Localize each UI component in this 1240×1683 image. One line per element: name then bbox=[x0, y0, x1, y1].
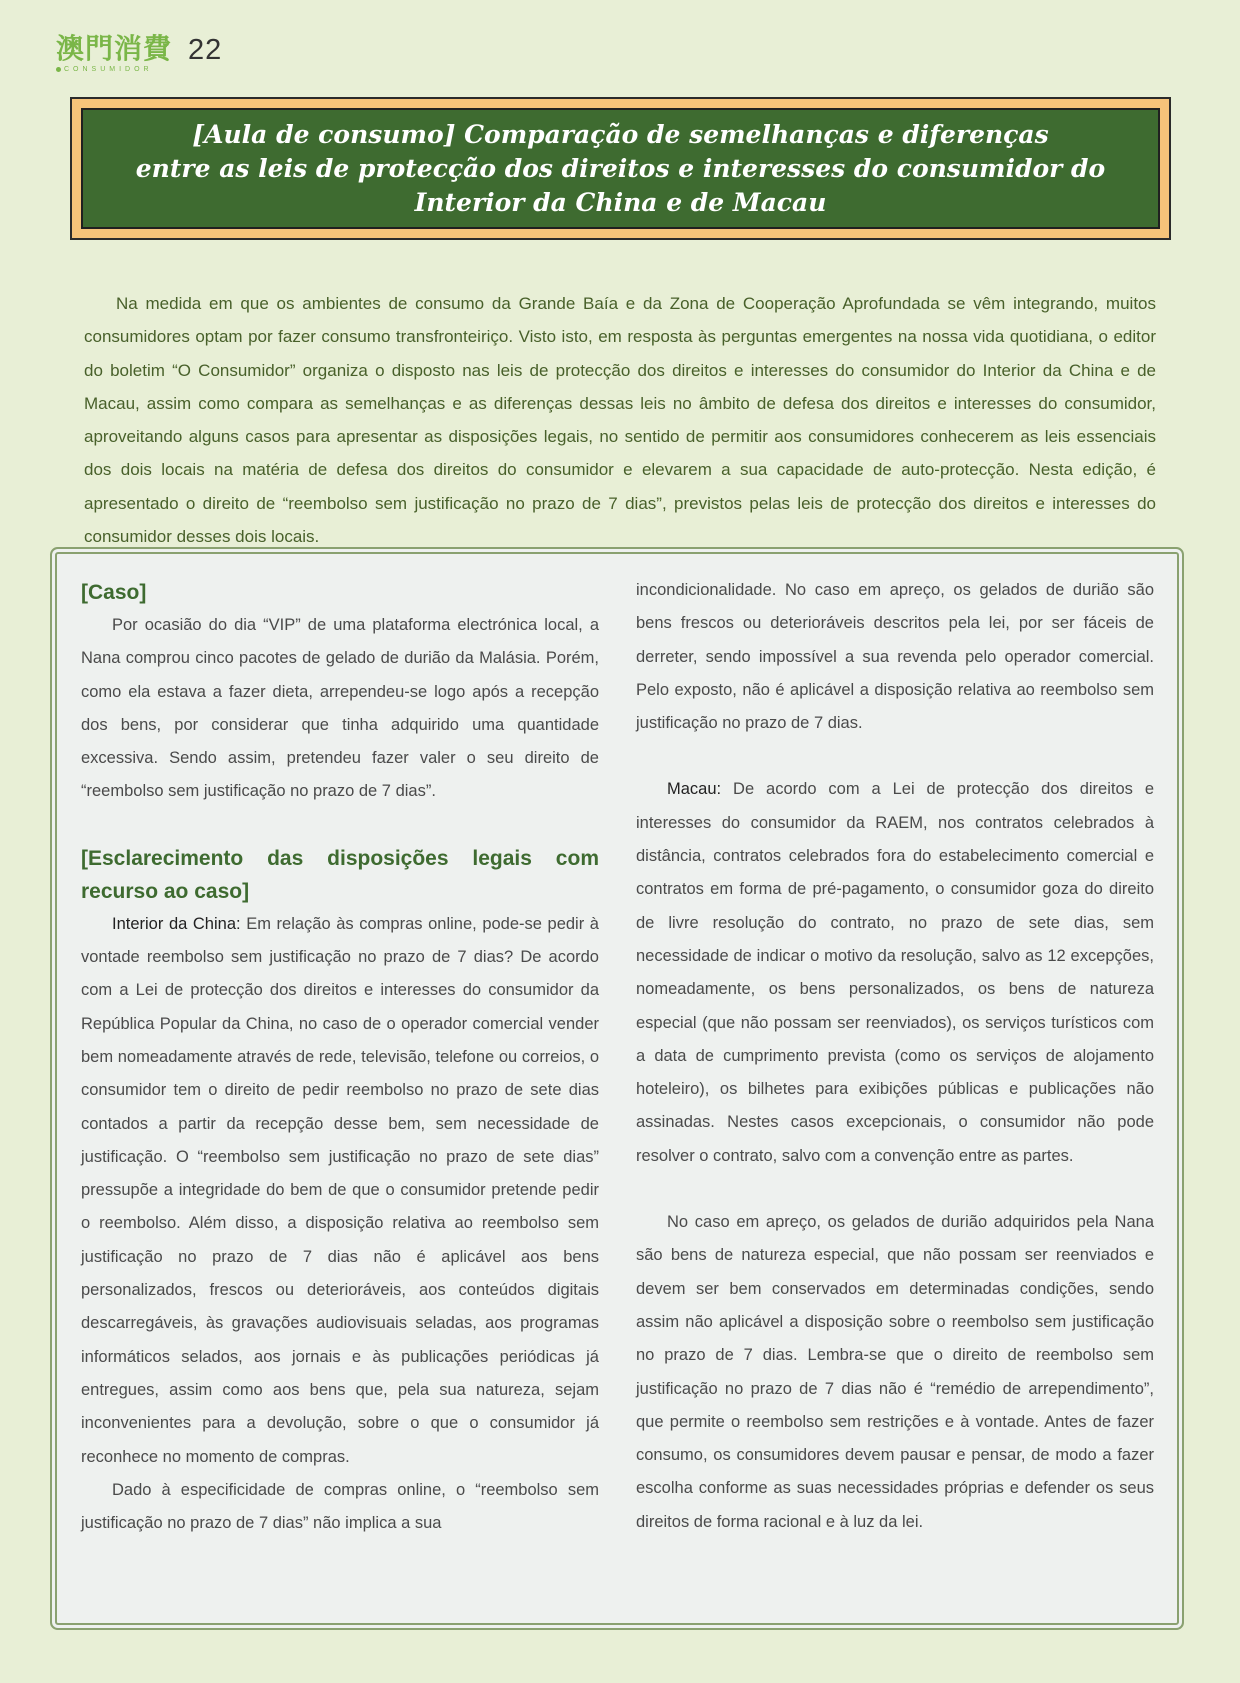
title-line-3: Interior da China e de Macau bbox=[414, 187, 827, 217]
title-chalkboard bbox=[81, 108, 1160, 229]
logo-chinese-text: 澳門消費 bbox=[56, 32, 173, 65]
spacer bbox=[636, 1173, 1154, 1206]
intro-paragraph: Na medida em que os ambientes de consumo da Grande Baía e da Zona de Cooperação Aprofundada se vêm integrando, muitos consumidores optam por fazer consumo transfronteiriço. Visto isto, em resposta às perguntas emergentes na nossa vida quotidiana, o editor do boletim “O Consumidor” organiza o disposto nas leis de protecção dos direitos e interesses do consumidor do Interior da China e de Macau, assim como compara as semelhanças e as diferenças dessas leis no âmbito de defesa dos direitos e interesses do consumidor, aproveitando alguns casos para apresentar as disposições legais, no sentido de permitir aos consumidores conhecerem as leis essenciais dos dois locais na matéria de defesa dos direitos do consumidor e elevarem a sua capacidade de auto-protecção. Nesta edição, é apresentado o direito de “reembolso sem justificação no prazo de 7 dias”, previstos pelas leis de protecção dos direitos e interesses do consumidor desses dois locais. bbox=[84, 294, 1156, 547]
case-paragraph: Por ocasião do dia “VIP” de uma plataforma electrónica local, a Nana comprou cinco pacotes de gelado de durião da Malásia. Porém, como ela estava a fazer dieta, arrependeu-se logo após a recepção dos bens, por considerar que tinha adquirido uma quantidade excessiva. Sendo assim, pretendeu fazer valer o seu direito de “reembolso sem justificação no prazo de 7 dias”. bbox=[81, 616, 599, 801]
spacer bbox=[81, 809, 599, 842]
spacer bbox=[636, 740, 1154, 773]
china-label: Interior da China: bbox=[112, 914, 241, 933]
page-number: 22 bbox=[188, 34, 223, 66]
logo-english-text: CONSUMIDOR bbox=[56, 66, 153, 73]
left-column bbox=[81, 576, 599, 1540]
article-box bbox=[55, 552, 1179, 1625]
title-line-2: entre as leis de protecção dos direitos e interesses do consumidor do bbox=[135, 153, 1106, 183]
macau-label: Macau: bbox=[667, 780, 722, 799]
macau-text: De acordo com a Lei de protecção dos direitos e interesses do consumidor da RAEM, nos contratos celebrados à distância, contratos celebrados fora do estabelecimento comercial e contratos em forma de pré-pagamento, o consumidor goza do direito de livre resolução do contrato, no prazo de sete dias, sem necessidade de indicar o motivo da resolução, salvo as 12 excepções, nomeadamente, os bens personalizados, os bens de natureza especial (que não possam ser reenviados), os serviços turísticos com a data de cumprimento prevista (como os serviços de alojamento hoteleiro), os bilhetes para exibições públicas e publicações não assinadas. Nestes casos excepcionais, o consumidor não pode resolver o contrato, salvo com a convenção entre as partes. bbox=[636, 780, 1154, 1165]
consumidor-logo bbox=[56, 34, 172, 73]
macau-paragraph bbox=[636, 773, 1154, 1173]
china-text: Em relação às compras online, pode-se pedir à vontade reembolso sem justificação no prazo de 7 dias? De acordo com a Lei de protecção dos direitos e interesses do consumidor da República Popular da China, no caso de o operador comercial vender bem nomeadamente através de rede, televisão, telefone ou correios, o consumidor tem o direito de pedir reembolso no prazo de sete dias contados a partir da recepção desse bem, sem necessidade de justificação. O “reembolso sem justificação no prazo de sete dias” pressupõe a integridade do bem de que o consumidor pretende pedir o reembolso. Além disso, a disposição relativa ao reembolso sem justificação no prazo de 7 dias não é aplicável aos bens personalizados, frescos ou deterioráveis, aos conteúdos digitais descarregáveis, às gravações audiovisuais seladas, aos programas informáticos selados, aos jornais e às publicações periódicas já entregues, assim como aos bens que, pela sua natureza, sejam inconvenientes para a devolução, sobre o que o consumidor já reconhece no momento de compras. bbox=[81, 914, 599, 1466]
right-column bbox=[636, 574, 1154, 1539]
continued-paragraph: incondicionalidade. No caso em apreço, os gelados de durião são bens frescos ou deterioráveis descritos pela lei, por ser fáceis de derreter, sendo impossível a sua revenda pelo operador comercial. Pelo exposto, não é aplicável a disposição relativa ao reembolso sem justificação no prazo de 7 dias. bbox=[636, 581, 1154, 733]
clarification-heading: [Esclarecimento das disposições legais com recurso ao caso] bbox=[81, 846, 599, 903]
title-line-1: [Aula de consumo] Comparação de semelhanças e diferenças bbox=[192, 119, 1049, 149]
china-paragraph bbox=[81, 908, 599, 1474]
case-heading: [Caso] bbox=[81, 581, 147, 604]
title-banner bbox=[70, 97, 1171, 240]
online-paragraph: Dado à especificidade de compras online, o “reembolso sem justificação no prazo de 7 dias” não implica a sua bbox=[81, 1480, 599, 1533]
conclusion-paragraph: No caso em apreço, os gelados de durião adquiridos pela Nana são bens de natureza especial, que não possam ser reenviados e devem ser bem conservados em determinadas condições, sendo assim não aplicável a disposição sobre o reembolso sem justificação no prazo de 7 dias. Lembra-se que o direito de reembolso sem justificação no prazo de 7 dias não é “remédio de arrependimento”, que permite o reembolso sem restrições e à vontade. Antes de fazer consumo, os consumidores devem pausar e pensar, de modo a fazer escolha conforme as suas necessidades próprias e defender os seus direitos de forma racional e à luz da lei. bbox=[636, 1213, 1154, 1531]
page-header bbox=[56, 34, 222, 78]
